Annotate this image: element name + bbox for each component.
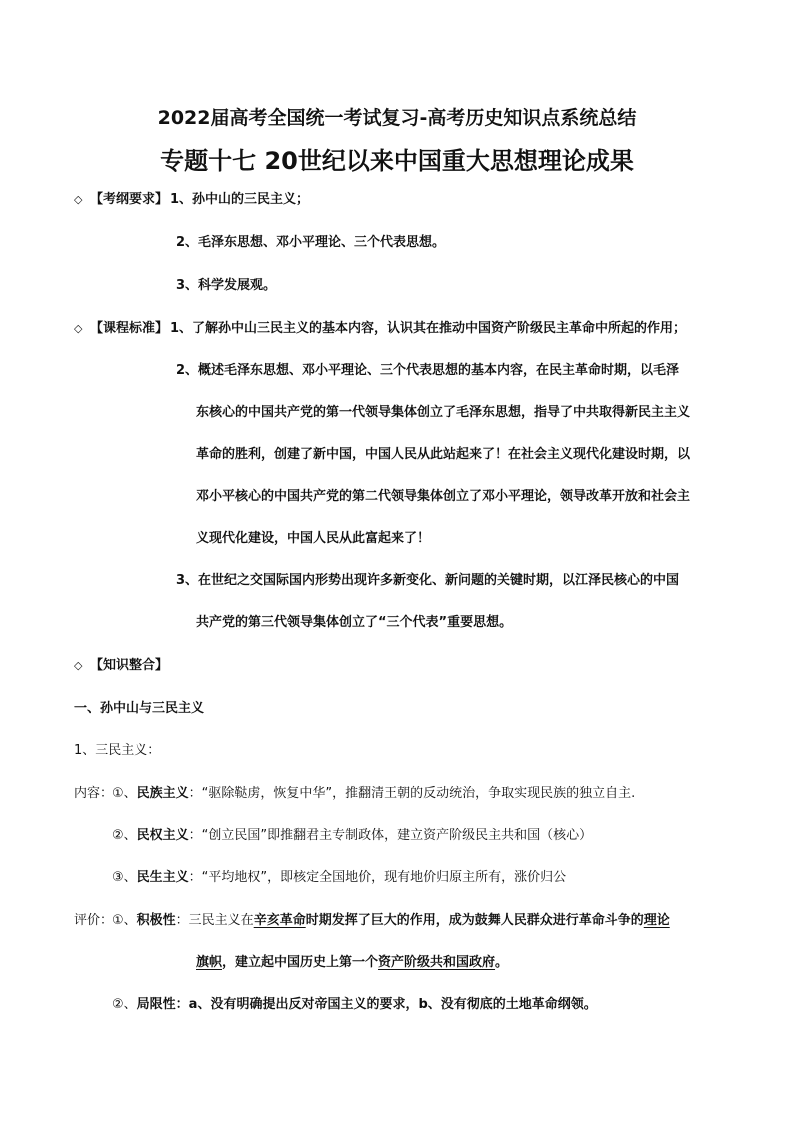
item-text: ：“创立民国”即推翻君主专制政体，建立资产阶级民主共和国（核心） [188,828,593,843]
underlined-term: 辛亥革命 [253,913,306,928]
item-number: ①、 [112,786,137,801]
evaluation-label: 评价： [74,913,114,928]
curriculum-item-2-line: 义现代化建设，中国人民从此富起来了！ [196,531,431,546]
item-number: ②、 [112,828,137,843]
content-item-livelihood [112,869,566,887]
curriculum-item-2-line: 2、概述毛泽东思想、邓小平理论、三个代表思想的基本内容，在民主革命时期，以毛泽 [176,363,680,378]
section-heading: 一、孙中山与三民主义 [74,701,205,716]
document-subtitle: 专题十七 20世纪以来中国重大思想理论成果 [160,147,634,175]
item-text: ，建立起中国历史上第一个 [222,955,379,970]
evaluation-limitation-line [112,996,597,1014]
document-title: 2022届高考全国统一考试复习-高考历史知识点系统总结 [157,107,637,129]
item-number: ①、 [112,913,137,928]
item-name: 民族主义 [136,786,189,801]
curriculum-item-1: 1、了解孙中山三民主义的基本内容，认识其在推动中国资产阶级民主革命中所起的作用； [170,321,687,336]
item-name: 民生主义 [136,870,189,885]
curriculum-standard-label: 【课程标准】 [90,321,169,336]
exam-item-2: 2、毛泽东思想、邓小平理论、三个代表思想。 [176,235,446,250]
underlined-term: 理论 [643,913,670,928]
item-number: ③、 [112,870,137,885]
bullet-diamond-icon: ◇ [74,659,83,672]
curriculum-item-3-line: 共产党的第三代领导集体创立了“三个代表”重要思想。 [196,615,513,630]
exam-requirements-label: 【考纲要求】 [90,192,169,207]
evaluation-positive-line [112,912,670,930]
underlined-term: 旗帜 [196,955,223,970]
item-number: ②、 [112,997,137,1012]
exam-item-1: 1、孙中山的三民主义； [170,192,310,207]
item-text: 。 [495,955,509,970]
evaluation-positive-line-2 [196,954,508,972]
subsection-heading: 1、三民主义： [74,743,161,758]
item-text: ：a、没有明确提出反对帝国主义的要求，b、没有彻底的土地革命纲领。 [175,997,597,1012]
curriculum-item-2-line: 邓小平核心的中国共产党的第二代领导集体创立了邓小平理论，领导改革开放和社会主 [196,489,691,504]
exam-item-3: 3、科学发展观。 [176,278,277,293]
item-text: 时期发挥了巨大的作用，成为鼓舞人民群众进行革命斗争的 [305,913,644,928]
item-text: ：“平均地权”，即核定全国地价，现有地价归原主所有，涨价归公 [188,870,567,885]
curriculum-item-3-line: 3、在世纪之交国际国内形势出现许多新变化、新问题的关键时期，以江泽民核心的中国 [176,573,680,588]
content-label: 内容： [74,786,114,801]
item-text: ：三民主义在 [175,913,254,928]
curriculum-item-2-line: 东核心的中国共产党的第一代领导集体创立了毛泽东思想，指导了中共取得新民主主义 [196,405,691,420]
knowledge-integration-label: 【知识整合】 [90,658,169,673]
bullet-diamond-icon: ◇ [74,193,83,206]
item-name: 积极性 [136,913,176,928]
underlined-term: 资产阶级共和国政府 [378,955,496,970]
curriculum-item-2-line: 革命的胜利，创建了新中国，中国人民从此站起来了！在社会主义现代化建设时期，以 [196,447,691,462]
content-item-democracy [112,827,592,845]
item-name: 局限性 [136,997,176,1012]
content-item-nationalism [112,785,635,803]
item-name: 民权主义 [136,828,189,843]
bullet-diamond-icon: ◇ [74,322,83,335]
item-text: ：“驱除鞑虏，恢复中华”，推翻清王朝的反动统治，争取实现民族的独立自主. [188,786,636,801]
